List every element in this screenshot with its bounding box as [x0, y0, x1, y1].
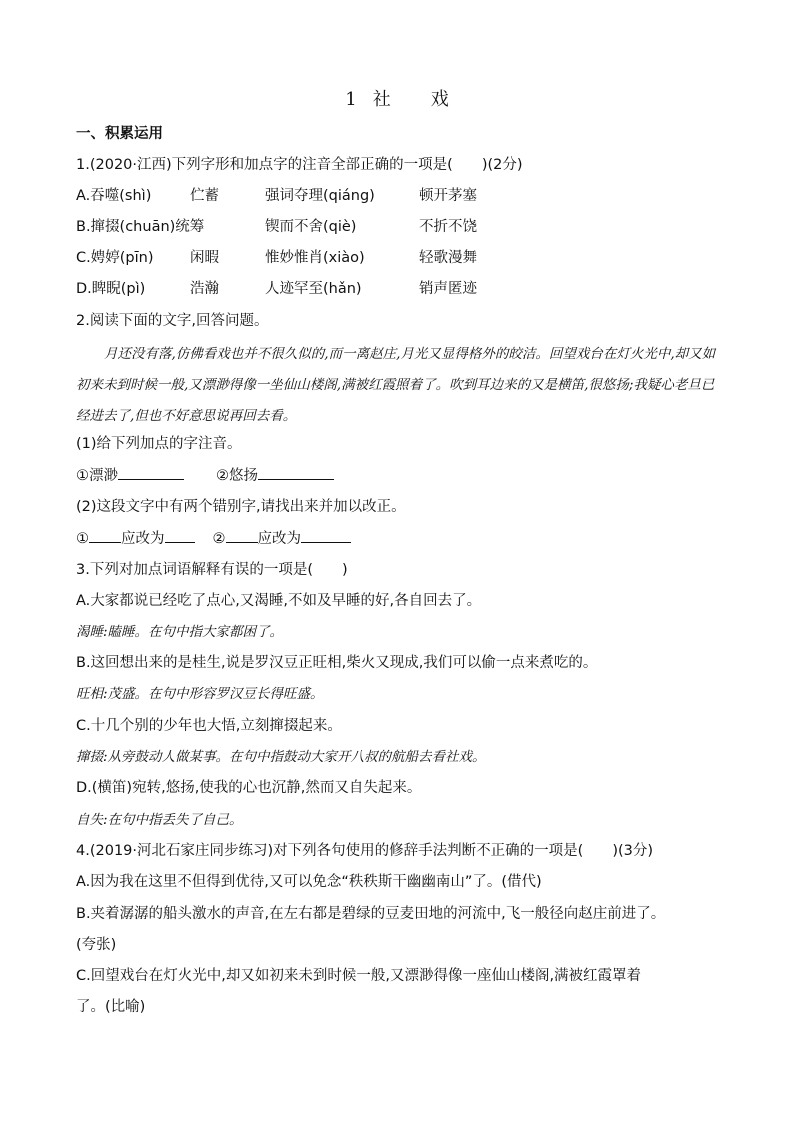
q1-option-b: B.撺掇(chuān)统筹 锲而不舍(qiè) 不折不饶	[76, 219, 477, 235]
q4-option-a: A.因为我在这里不但得到优待,又可以免念“秩秩斯干幽幽南山”了。(借代)	[76, 874, 542, 890]
q3-option-b-explanation: 旺相:茂盛。在句中形容罗汉豆长得旺盛。	[76, 686, 324, 702]
q2-sub1-answers: ①漂渺 ②悠扬	[76, 465, 736, 486]
q1-option-c: C.娉婷(pīn) 闲暇 惟妙惟肖(xiào) 轻歌漫舞	[76, 250, 477, 266]
title-char-2: 戏	[430, 89, 449, 110]
q2-stem: 2.阅读下面的文字,回答问题。	[76, 313, 269, 329]
q4-option-c: C.回望戏台在灯火光中,却又如初来未到时候一般,又漂渺得像一座仙山楼阁,满被红霞罩着	[76, 968, 642, 984]
q3-option-b: B.这回想出来的是桂生,说是罗汉豆正旺相,柴火又现成,我们可以偷一点来煮吃的。	[76, 655, 598, 671]
q3-option-c-explanation: 撺掇:从旁鼓动人做某事。在句中指鼓动大家开八叔的航船去看社戏。	[76, 749, 486, 765]
q3-stem: 3.下列对加点词语解释有误的一项是( )	[76, 562, 348, 578]
q1-option-a: A.吞噬(shì) 伫蓄 强词夺理(qiáng) 顿开茅塞	[76, 188, 477, 204]
q1-stem: 1.(2020·江西)下列字形和加点字的注音全部正确的一项是( )(2分)	[76, 157, 523, 173]
answer-blank[interactable]	[165, 528, 195, 543]
q4-option-b: B.夹着潺潺的船头激水的声音,在左右都是碧绿的豆麦田地的河流中,飞一般径向赵庄前进了。	[76, 906, 666, 922]
q4-stem: 4.(2019·河北石家庄同步练习)对下列各句使用的修辞手法判断不正确的一项是( )(3分)	[76, 843, 654, 859]
title-char-1: 社	[372, 89, 391, 110]
page-title	[0, 85, 794, 111]
q3-option-d-explanation: 自失:在句中指丢失了自己。	[76, 812, 243, 828]
answer-blank[interactable]	[258, 465, 334, 480]
answer-blank[interactable]	[301, 528, 351, 543]
q3-option-a: A.大家都说已经吃了点心,又渴睡,不如及早睡的好,各自回去了。	[76, 593, 482, 609]
answer-blank[interactable]	[89, 528, 121, 543]
section-heading: 一、积累运用	[76, 126, 163, 142]
q3-option-c: C.十几个别的少年也大悟,立刻撺掇起来。	[76, 718, 342, 734]
q2-passage: 月还没有落,仿佛看戏也并不很久似的,而一离赵庄,月光又显得格外的皎洁。回望戏台在灯火光中,却又如初来未到时候一般,又漂渺得像一坐仙山楼阁,满被红霞照着了。吹到耳边来的又是横笛,很悠扬;我疑心老旦已经进去了,但也不好意思说再回去看。	[76, 346, 716, 424]
answer-blank[interactable]	[118, 465, 184, 480]
q3-option-d: D.(横笛)宛转,悠扬,使我的心也沉静,然而又自失起来。	[76, 780, 422, 796]
q1-option-d: D.睥睨(pì) 浩瀚 人迹罕至(hǎn) 销声匿迹	[76, 281, 477, 297]
q2-sub1: (1)给下列加点的字注音。	[76, 436, 242, 452]
answer-blank[interactable]	[226, 528, 258, 543]
q2-sub2: (2)这段文字中有两个错别字,请找出来并加以改正。	[76, 499, 406, 515]
q4-option-b-label: (夸张)	[76, 937, 117, 953]
q3-option-a-explanation: 渴睡:瞌睡。在句中指大家都困了。	[76, 624, 284, 640]
q2-sub2-answers: ① 应改为 ② 应改为	[76, 528, 736, 549]
lesson-number: 1	[345, 89, 357, 110]
q4-option-c-cont: 了。(比喻)	[76, 999, 146, 1015]
